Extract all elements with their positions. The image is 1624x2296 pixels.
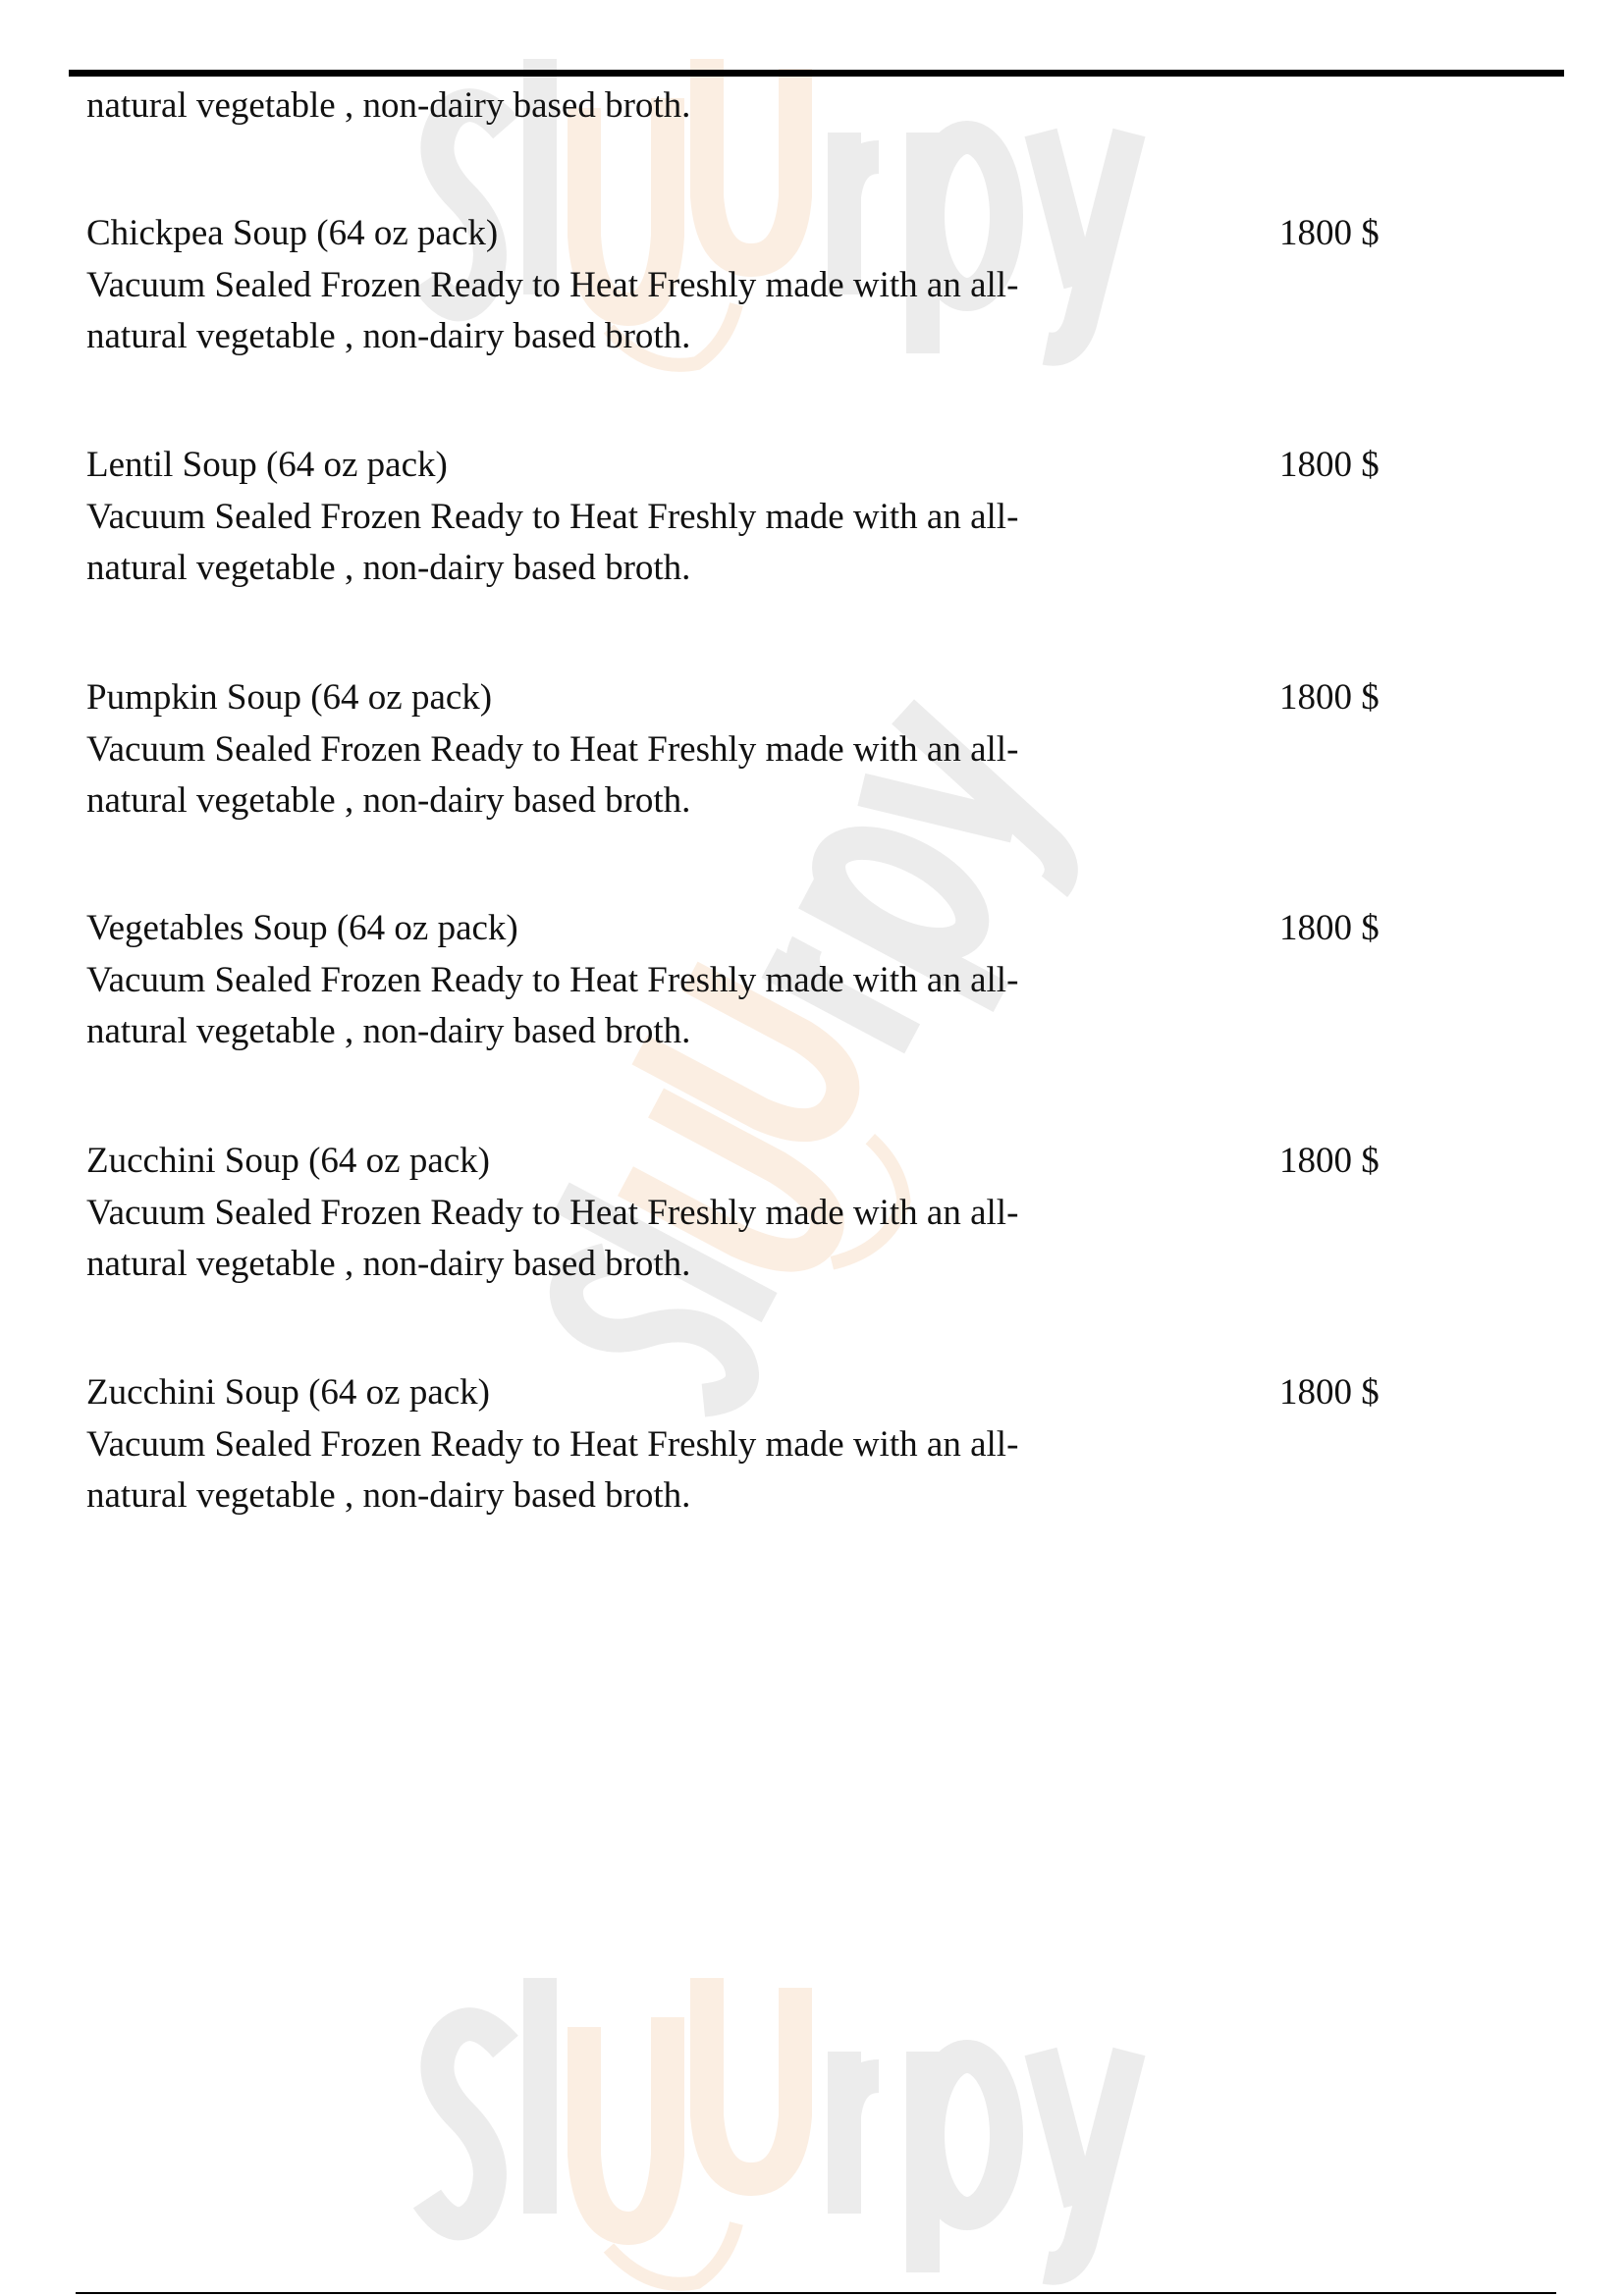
item-description: Vacuum Sealed Frozen Ready to Heat Freshly made with an all- xyxy=(86,496,1019,537)
item-price: 1800 $ xyxy=(1279,445,1380,485)
item-description: Vacuum Sealed Frozen Ready to Heat Freshly made with an all- xyxy=(86,264,1019,305)
item-name: Vegetables Soup (64 oz pack) xyxy=(86,908,518,948)
item-description: natural vegetable , non-dairy based broth. xyxy=(86,1475,691,1516)
continued-description: natural vegetable , non-dairy based broth. xyxy=(86,85,691,126)
menu-item xyxy=(86,208,1559,363)
item-description: Vacuum Sealed Frozen Ready to Heat Freshly made with an all- xyxy=(86,1192,1019,1233)
menu-item xyxy=(86,1367,1559,1522)
item-price: 1800 $ xyxy=(1279,213,1380,253)
item-description: Vacuum Sealed Frozen Ready to Heat Freshly made with an all- xyxy=(86,728,1019,770)
menu-item xyxy=(86,440,1559,595)
menu-item xyxy=(86,672,1559,828)
menu-item xyxy=(86,1136,1559,1291)
menu-item xyxy=(86,903,1559,1058)
item-description: natural vegetable , non-dairy based broth. xyxy=(86,780,691,821)
bottom-rule xyxy=(76,2292,1556,2294)
item-description: natural vegetable , non-dairy based broth. xyxy=(86,548,691,588)
item-price: 1800 $ xyxy=(1279,1141,1380,1181)
item-name: Chickpea Soup (64 oz pack) xyxy=(86,213,499,253)
item-description: natural vegetable , non-dairy based broth. xyxy=(86,316,691,356)
item-name: Zucchini Soup (64 oz pack) xyxy=(86,1372,490,1413)
item-price: 1800 $ xyxy=(1279,677,1380,718)
item-name: Lentil Soup (64 oz pack) xyxy=(86,445,448,485)
item-description: Vacuum Sealed Frozen Ready to Heat Freshly made with an all- xyxy=(86,959,1019,1000)
item-description: Vacuum Sealed Frozen Ready to Heat Freshly made with an all- xyxy=(86,1423,1019,1465)
item-description: natural vegetable , non-dairy based broth. xyxy=(86,1011,691,1051)
item-name: Pumpkin Soup (64 oz pack) xyxy=(86,677,493,718)
item-price: 1800 $ xyxy=(1279,908,1380,948)
top-rule xyxy=(69,70,1564,77)
item-description: natural vegetable , non-dairy based broth. xyxy=(86,1244,691,1284)
item-name: Zucchini Soup (64 oz pack) xyxy=(86,1141,490,1181)
watermark-logo xyxy=(412,1968,1218,2292)
item-price: 1800 $ xyxy=(1279,1372,1380,1413)
